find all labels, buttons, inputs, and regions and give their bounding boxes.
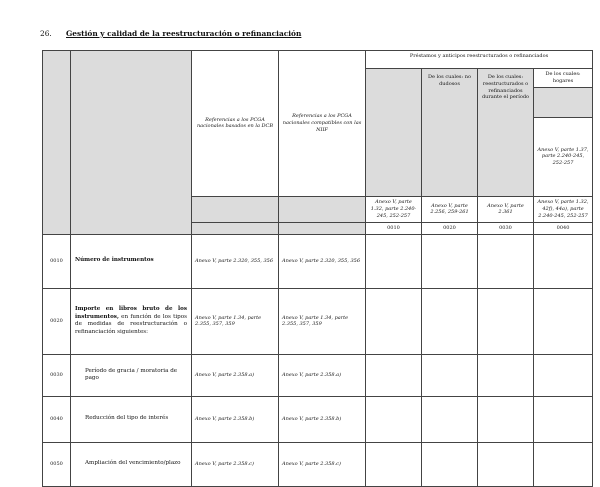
row-label-rest: Ampliación del vencimiento/plazo bbox=[85, 460, 181, 467]
row-code: 0040 bbox=[43, 396, 71, 442]
row-label bbox=[71, 396, 192, 442]
row-ref-niif: Anexo V, parte 1.34, parte 2.355, 357, 359 bbox=[279, 288, 366, 354]
data-cell[interactable] bbox=[534, 234, 593, 288]
data-cell[interactable] bbox=[478, 396, 534, 442]
table-row bbox=[43, 234, 593, 288]
header-reestructurados: De los cuales: reestructurados o refinanciados durante el período bbox=[478, 69, 534, 197]
column-code: 0040 bbox=[534, 222, 593, 234]
data-cell[interactable] bbox=[478, 234, 534, 288]
ref-niif-hogares: Anexo V, parte 1.32, 42f), 44a), parte 2.240-245, 252-257 bbox=[534, 196, 593, 222]
ref-niif-reestructurados: Anexo V, parte 2.361 bbox=[478, 196, 534, 222]
data-cell[interactable] bbox=[366, 234, 422, 288]
data-cell[interactable] bbox=[422, 396, 478, 442]
column-code: 0010 bbox=[366, 222, 422, 234]
table-row bbox=[43, 354, 593, 396]
header-ref-dcb: Referencias a los PCGA nacionales basados en la DCB bbox=[192, 51, 279, 197]
data-cell[interactable] bbox=[422, 234, 478, 288]
row-ref-dcb: Anexo V, parte 2.320, 355, 356 bbox=[192, 234, 279, 288]
column-code: 0030 bbox=[478, 222, 534, 234]
row-ref-niif: Anexo V, parte 2.358.b) bbox=[279, 396, 366, 442]
ref-niif-total: Anexo V, parte 1.32, parte 2.240-245, 252-257 bbox=[366, 196, 422, 222]
header-hogares: De los cuales: hogares bbox=[534, 69, 593, 88]
row-ref-dcb: Anexo V, parte 1.34, parte 2.355, 357, 359 bbox=[192, 288, 279, 354]
data-cell[interactable] bbox=[478, 354, 534, 396]
code-blank-2 bbox=[279, 222, 366, 234]
restructuring-table bbox=[42, 50, 593, 487]
table-row bbox=[43, 288, 593, 354]
row-label-rest: en función de los tipos de medidas de reestructuración o refinanciación siguientes: bbox=[75, 313, 187, 335]
ref-niif-blank-2 bbox=[279, 196, 366, 222]
row-ref-niif: Anexo V, parte 2.358.c) bbox=[279, 442, 366, 486]
row-label-bold: Número de instrumentos bbox=[75, 257, 154, 264]
data-cell[interactable] bbox=[422, 288, 478, 354]
data-cell[interactable] bbox=[366, 396, 422, 442]
column-code: 0020 bbox=[422, 222, 478, 234]
row-label-rest: Reducción del tipo de interés bbox=[85, 415, 169, 422]
header-dudosos: De los cuales: no dudosos bbox=[422, 69, 478, 197]
row-label bbox=[71, 234, 192, 288]
corner-cell-code bbox=[43, 51, 71, 235]
data-cell[interactable] bbox=[366, 288, 422, 354]
row-label bbox=[71, 442, 192, 486]
row-ref-niif: Anexo V, parte 2.320, 355, 356 bbox=[279, 234, 366, 288]
data-cell[interactable] bbox=[534, 288, 593, 354]
row-label bbox=[71, 354, 192, 396]
data-cell[interactable] bbox=[478, 442, 534, 486]
ref-dcb-total: Anexo V, parte 1.37, parte 2.240-245, 252-257 bbox=[534, 117, 593, 196]
code-blank-1 bbox=[192, 222, 279, 234]
data-cell[interactable] bbox=[534, 442, 593, 486]
row-code: 0030 bbox=[43, 354, 71, 396]
data-cell[interactable] bbox=[366, 442, 422, 486]
corner-cell-label bbox=[71, 51, 192, 235]
section-number: 26. bbox=[40, 29, 52, 38]
data-cell[interactable] bbox=[534, 396, 593, 442]
row-ref-dcb: Anexo V, parte 2.358.c) bbox=[192, 442, 279, 486]
data-cell[interactable] bbox=[422, 354, 478, 396]
data-cell[interactable] bbox=[366, 354, 422, 396]
table-row bbox=[43, 442, 593, 486]
row-label bbox=[71, 288, 192, 354]
header-blank-prestamos bbox=[366, 69, 422, 197]
section-title: Gestión y calidad de la reestructuración o refinanciación bbox=[66, 29, 302, 38]
row-ref-dcb: Anexo V, parte 2.358.b) bbox=[192, 396, 279, 442]
data-cell[interactable] bbox=[534, 354, 593, 396]
row-label-rest: Período de gracia / moratoria de pago bbox=[85, 367, 178, 382]
header-ref-niif: Referencias a los PCGA nacionales compatibles con las NIIF bbox=[279, 51, 366, 197]
row-code: 0020 bbox=[43, 288, 71, 354]
row-code: 0010 bbox=[43, 234, 71, 288]
header-blank-hogares bbox=[534, 87, 593, 117]
data-cell[interactable] bbox=[422, 442, 478, 486]
row-label-bold: Importe en libros bruto de los instrumentos, bbox=[75, 306, 187, 320]
row-code: 0050 bbox=[43, 442, 71, 486]
data-cell[interactable] bbox=[478, 288, 534, 354]
row-ref-dcb: Anexo V, parte 2.358.a) bbox=[192, 354, 279, 396]
ref-niif-dudosos: Anexo V, parte 2.256, 259-261 bbox=[422, 196, 478, 222]
table-row bbox=[43, 396, 593, 442]
row-ref-niif: Anexo V, parte 2.358.a) bbox=[279, 354, 366, 396]
header-prestamos: Préstamos y anticipos reestructurados o refinanciados bbox=[366, 51, 593, 69]
ref-niif-blank-1 bbox=[192, 196, 279, 222]
